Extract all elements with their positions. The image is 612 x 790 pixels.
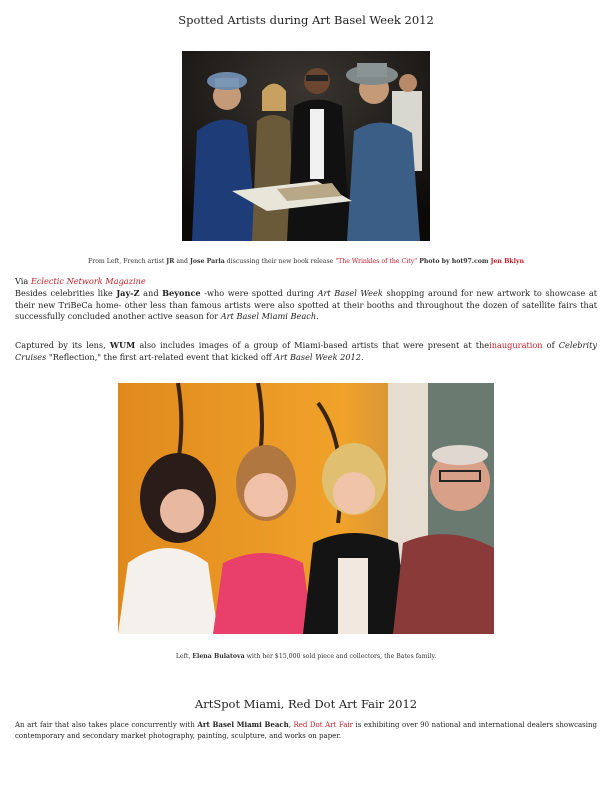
caption-text: Left, (175, 653, 193, 660)
collectors-photo (118, 383, 494, 634)
text: , (288, 721, 294, 729)
event-art-basel-week: Art Basel Week (317, 288, 383, 298)
photo-credit-text: Photo by hot97.com (417, 258, 491, 265)
artists-photo-illustration (182, 51, 430, 241)
paragraph-celebrities (15, 288, 597, 323)
text: and (139, 288, 163, 298)
text: "Reflection," the first art-related event that kicked off (46, 351, 275, 362)
collectors-caption (0, 653, 612, 660)
section-heading: ArtSpot Miami, Red Dot Art Fair 2012 (194, 697, 418, 711)
text: -who were spotted during (200, 288, 318, 298)
name-wum: WUM (109, 340, 136, 350)
page-title: Spotted Artists during Art Basel Week 2012 (178, 13, 434, 27)
caption-text: with her $15,000 sold piece and collectors, the Bates family. (244, 653, 437, 660)
caption-text: discussing their new book release (224, 258, 336, 265)
caption-text: From Left, French artist (87, 258, 167, 265)
name-jay-z: Jay-Z (116, 288, 140, 298)
text: . (316, 311, 319, 322)
event-art-basel-miami-beach: Art Basel Miami Beach (197, 720, 289, 729)
photo-credit-link[interactable]: Jen Bklyn (490, 258, 525, 265)
text: of (542, 340, 559, 350)
source-link[interactable]: Eclectic Network Magazine (30, 276, 146, 286)
text: Captured by its lens, (15, 340, 110, 350)
book-title-link[interactable]: "The Wrinkles of the City" (335, 258, 418, 265)
name-beyonce: Beyonce (162, 288, 201, 298)
red-dot-art-fair-link[interactable]: Red Dot Art Fair (293, 721, 353, 729)
paragraph-wum (15, 340, 597, 363)
inauguration-link[interactable]: inauguration (489, 340, 543, 350)
text: Besides celebrities like (15, 288, 117, 298)
collectors-photo-illustration (118, 383, 494, 634)
event-art-basel-week-2012: Art Basel Week 2012 (274, 351, 361, 362)
text: . (360, 351, 364, 362)
text: An art fair that also takes place concurrently with (15, 721, 198, 729)
celebrity-cruises: Celebrity Cruises (15, 340, 597, 362)
caption-text: and (174, 258, 190, 265)
text: also includes images of a group of Miami-based artists that were present at the (135, 340, 490, 350)
text: is exhibiting over 90 national and international dealers showcasing contemporary and secondary market photography, painting, sculpture, and works on paper. (15, 721, 597, 740)
artists-photo (182, 51, 430, 241)
caption-name-elena-bulatova: Elena Bulatova (192, 653, 245, 660)
caption-name-jose-parla: Jose Parla (189, 258, 225, 265)
event-art-basel-miami-beach: Art Basel Miami Beach (220, 311, 317, 322)
via-prefix: Via (15, 276, 31, 286)
caption-name-jr: JR (166, 258, 175, 265)
paragraph-red-dot (15, 719, 597, 742)
via-line (15, 276, 597, 288)
text: shopping around for new artwork to showcase at their new TriBeCa home- other less than famous artists were also spotted at their booths and throughout the dozen of satellite fairs that successfully concluded another active season for (15, 288, 597, 322)
photo-caption (0, 258, 612, 265)
